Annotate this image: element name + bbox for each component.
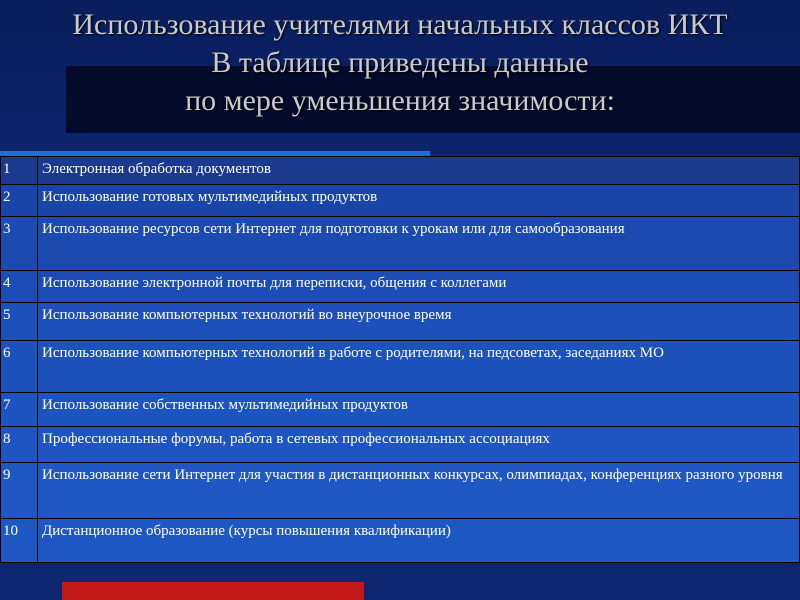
table-row — [1, 427, 800, 463]
title-line-3: по мере уменьшения значимости: — [185, 84, 615, 117]
table-row — [1, 157, 800, 185]
slide-title — [0, 6, 800, 120]
rank-description: Использование компьютерных технологий в работе с родителями, на педсоветах, заседаниях МО — [38, 341, 800, 393]
rank-number: 8 — [1, 427, 38, 463]
table-row — [1, 217, 800, 271]
accent-bar-red — [62, 582, 364, 600]
rank-number: 3 — [1, 217, 38, 271]
rank-description: Электронная обработка документов — [38, 157, 800, 185]
table-row — [1, 393, 800, 427]
rank-number: 4 — [1, 271, 38, 303]
rank-description: Профессиональные форумы, работа в сетевых профессиональных ассоциациях — [38, 427, 800, 463]
rank-number: 10 — [1, 519, 38, 563]
rank-description: Дистанционное образование (курсы повышения квалификации) — [38, 519, 800, 563]
title-line-1: Использование учителями начальных классов ИКТ — [72, 8, 728, 41]
rank-number: 7 — [1, 393, 38, 427]
ranking-table — [0, 156, 800, 563]
rank-description: Использование собственных мультимедийных продуктов — [38, 393, 800, 427]
rank-number: 9 — [1, 463, 38, 519]
rank-description: Использование ресурсов сети Интернет для подготовки к урокам или для самообразования — [38, 217, 800, 271]
rank-number: 5 — [1, 303, 38, 341]
rank-number: 1 — [1, 157, 38, 185]
table-row — [1, 463, 800, 519]
rank-number: 6 — [1, 341, 38, 393]
rank-description: Использование готовых мультимедийных продуктов — [38, 185, 800, 217]
rank-description: Использование электронной почты для переписки, общения с коллегами — [38, 271, 800, 303]
rank-number: 2 — [1, 185, 38, 217]
table-row — [1, 519, 800, 563]
table-row — [1, 341, 800, 393]
table-row — [1, 185, 800, 217]
title-line-2: В таблице приведены данные — [211, 46, 589, 79]
rank-description: Использование компьютерных технологий во внеурочное время — [38, 303, 800, 341]
table-row — [1, 271, 800, 303]
rank-description: Использование сети Интернет для участия в дистанционных конкурсах, олимпиадах, конференциях разного уровня — [38, 463, 800, 519]
table-row — [1, 303, 800, 341]
